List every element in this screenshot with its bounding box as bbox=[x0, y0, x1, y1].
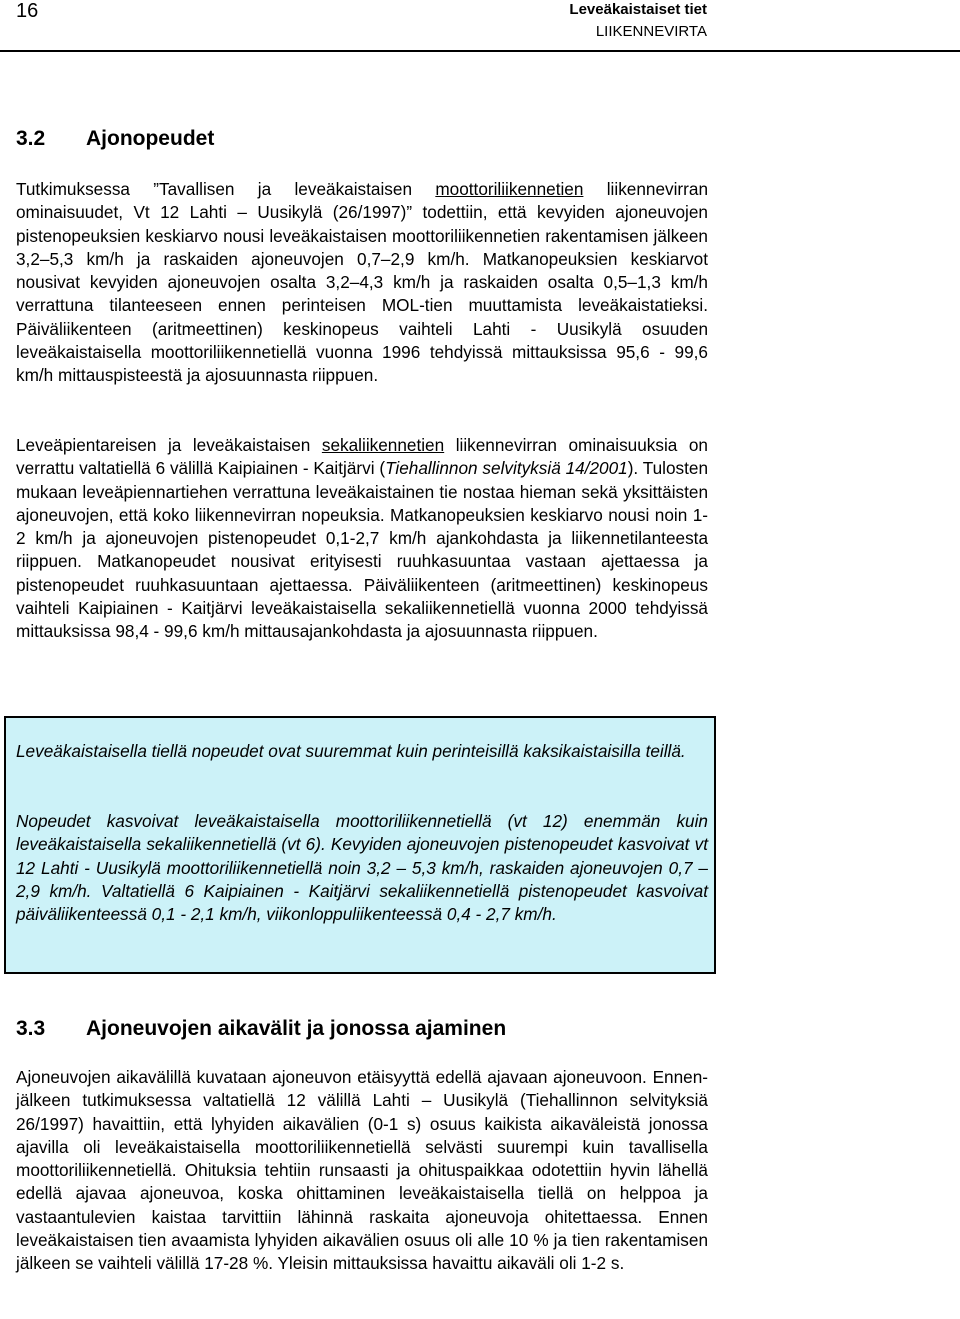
summary-box bbox=[4, 716, 716, 974]
text-run: Tutkimuksessa ”Tavallisen ja leveäkaistaisen bbox=[16, 179, 436, 199]
paragraph-speeds-sekaliikenne bbox=[16, 434, 708, 643]
page-number: 16 bbox=[16, 0, 39, 22]
header-rule bbox=[0, 50, 960, 52]
section-title: Ajoneuvojen aikavälit ja jonossa ajaminen bbox=[86, 1017, 507, 1040]
section-number: 3.3 bbox=[16, 1017, 46, 1040]
reference-citation: Tiehallinnon selvityksiä 14/2001 bbox=[385, 458, 628, 479]
underlined-term: moottoriliikennetien bbox=[435, 179, 584, 199]
summary-paragraph-1: Leveäkaistaisella tiellä nopeudet ovat suuremmat kuin perinteisillä kaksikaistaisilla teillä. bbox=[16, 741, 686, 761]
section-number: 3.2 bbox=[16, 127, 46, 150]
underlined-term: sekaliikennetien bbox=[321, 435, 445, 455]
running-subtitle: LIIKENNEVIRTA bbox=[595, 23, 707, 40]
section-title: Ajonopeudet bbox=[86, 127, 215, 150]
text-run: liikennevirran ominaisuuksia on verrattu valtatiellä 6 välillä Kaipiainen - Kaitjärvi ( bbox=[16, 435, 708, 479]
summary-paragraph-2: Nopeudet kasvoivat leveäkaistaisella moottoriliikennetiellä (vt 12) enemmän kuin leveäkaistaisella sekaliikennetiellä (vt 6). Kevyiden ajoneuvojen pistenopeudet kasvoivat vt 12 Lahti - Uusikylä moottoriliikennetiellä noin 3,2 – 5,3 km/h, raskaiden ajoneuvojen 0,7 – 2,9 km/h. Valtatiellä 6 Kaipiainen - Kaitjärvi sekaliikennetiellä pistenopeudet kasvoivat päiväliikenteessä 0,1 - 2,1 km/h, viikonloppuliikenteessä 0,4 - 2,7 km/h. bbox=[16, 811, 708, 924]
running-title: Leveäkaistaiset tiet bbox=[569, 1, 707, 18]
paragraph-speeds-mol bbox=[16, 178, 708, 387]
section-heading-3-2 bbox=[16, 127, 214, 151]
text-run: liikennevirran ominaisuudet, Vt 12 Lahti – Uusikylä (26/1997)” todettiin, että kevyiden ajoneuvojen pistenopeuksien keskiarvo nousi leveäkaistaisen moottoriliikennetien rakentamisen jälkeen 3,2–5,3 km/h ja raskaiden ajoneuvojen 0,7–2,9 km/h. Matkanopeuksien keskiarvot nousivat kevyiden ajoneuvojen osalta 3,2–4,3 km/h ja raskaiden osalta 0,5–1,3 km/h verrattuna tilanteeseen ennen perinteisen MOL-tien muuttamista leveäkaistatieksi. Päiväliikenteen (aritmeettinen) keskinopeus vaihteli Lahti - Uusikylä osuuden leveäkaistaisella moottoriliikennetiellä vuonna 1996 tehdyissä mittauksissa 95,6 - 99,6 km/h mittauspisteestä ja ajosuunnasta riippuen. bbox=[16, 179, 708, 385]
paragraph-time-gaps: Ajoneuvojen aikavälillä kuvataan ajoneuvon etäisyyttä edellä ajavaan ajoneuvoon. Ennen-jälkeen tutkimuksessa valtatiellä 12 välillä Lahti – Uusikylä (Tiehallinnon selvityksiä 26/1997) havaittiin, että lyhyiden aikavälien (0-1 s) osuus kaikista aikaväleistä jonossa ajavilla oli leveäkaistaisella moottoriliikennetiellä selvästi suurempi kuin tavallisella moottoriliikennetiellä. Ohituksia tehtiin runsaasti ja ohituspaikkaa odotettiin hyvin lähellä edellä ajavaa ajoneuvoa, koska ohittaminen leveäkaistaisella tiellä on helppoa ja vastaantulevien kaistaa tarvittiin lähinnä raskaita ajoneuvoja ohitettaessa. Ennen leveäkaistaisen tien avaamista lyhyiden aikavälien osuus oli alle 10 % ja tien rakentamisen jälkeen se vaihteli välillä 17-28 %. Yleisin mittauksissa havaittu aikaväli oli 1-2 s. bbox=[16, 1067, 708, 1273]
text-run: ). Tulosten mukaan leveäpiennartiehen verrattuna leveäkaistainen tie nostaa hieman sekä yksittäisten ajoneuvojen, että koko liikennevirran nopeuksia. Matkanopeuksien keskiarvo nousi noin 1-2 km/h ja ajoneuvojen pistenopeudet 0,1-2,7 km/h ajankohdasta ja liikennetilanteesta riippuen. Matkanopeudet nousivat erityisesti ruuhkasuuntaa vastaan ajettaessa ja pistenopeudet ruuhkasuuntaan ajettaessa. Päiväliikenteen (aritmeettinen) keskinopeus vaihteli Kaipiainen - Kaitjärvi leveäkaistaisella sekaliikennetiellä vuonna 2000 tehdyissä mittauksissa 98,4 - 99,6 km/h mittausajankohdasta ja ajosuunnasta riippuen. bbox=[16, 458, 708, 641]
section-heading-3-3 bbox=[16, 1017, 506, 1041]
text-run: Leveäpientareisen ja leveäkaistaisen bbox=[16, 435, 322, 455]
